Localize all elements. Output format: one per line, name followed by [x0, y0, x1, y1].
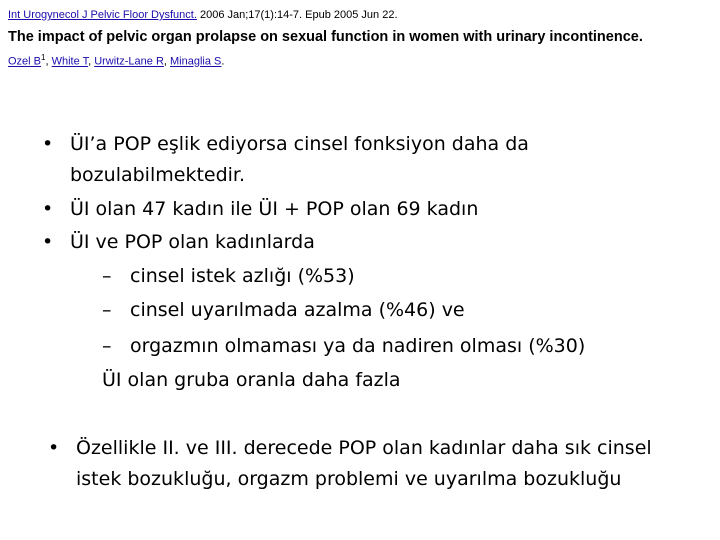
bullet-3-tail: ÜI olan gruba oranla daha fazla [102, 369, 401, 391]
bullet-marker: • [42, 198, 54, 220]
article-title: The impact of pelvic organ prolapse on sexual function in women with urinary incontinence. [8, 29, 643, 45]
bullet-marker: • [42, 231, 54, 253]
sub-bullet-1: cinsel istek azlığı (%53) [130, 265, 355, 287]
bullet-2: ÜI olan 47 kadın ile ÜI + POP olan 69 kadın [70, 198, 479, 220]
author-link[interactable]: Ozel B [8, 55, 42, 68]
bullet-3: ÜI ve POP olan kadınlarda [70, 231, 315, 253]
bullet-4-line-2: istek bozukluğu, orgazm problemi ve uyarılma bozukluğu [76, 468, 622, 490]
bullet-marker: • [48, 437, 60, 459]
author-list [8, 51, 712, 69]
author-separator: , [88, 55, 95, 68]
dash-marker: – [102, 265, 112, 287]
author-link[interactable]: Minaglia S [170, 55, 222, 68]
bullet-4-line-1: Özellikle II. ve III. derecede POP olan kadınlar daha sık cinsel [76, 437, 652, 459]
citation-details: 2006 Jan;17(1):14-7. Epub 2005 Jun 22. [196, 9, 398, 21]
dash-marker: – [102, 299, 112, 321]
sub-bullet-2: cinsel uyarılmada azalma (%46) ve [130, 299, 465, 321]
dash-marker: – [102, 335, 112, 357]
author-link[interactable]: White T [51, 55, 89, 68]
author-end: . [221, 55, 225, 68]
author-separator: , [163, 55, 171, 68]
bullet-1-line-1: ÜI’a POP eşlik ediyorsa cinsel fonksiyon daha da [70, 133, 529, 155]
citation-source [8, 8, 712, 22]
author-affiliation: 1 [41, 53, 46, 62]
bullet-1-line-2: bozulabilmektedir. [70, 164, 246, 186]
bullet-marker: • [42, 133, 54, 155]
author-separator: , [45, 55, 52, 68]
sub-bullet-3: orgazmın olmaması ya da nadiren olması (%30) [130, 335, 586, 357]
author-link[interactable]: Urwitz-Lane R [94, 55, 164, 68]
citation-block [8, 8, 712, 69]
journal-link[interactable]: Int Urogynecol J Pelvic Floor Dysfunct. [8, 9, 197, 21]
